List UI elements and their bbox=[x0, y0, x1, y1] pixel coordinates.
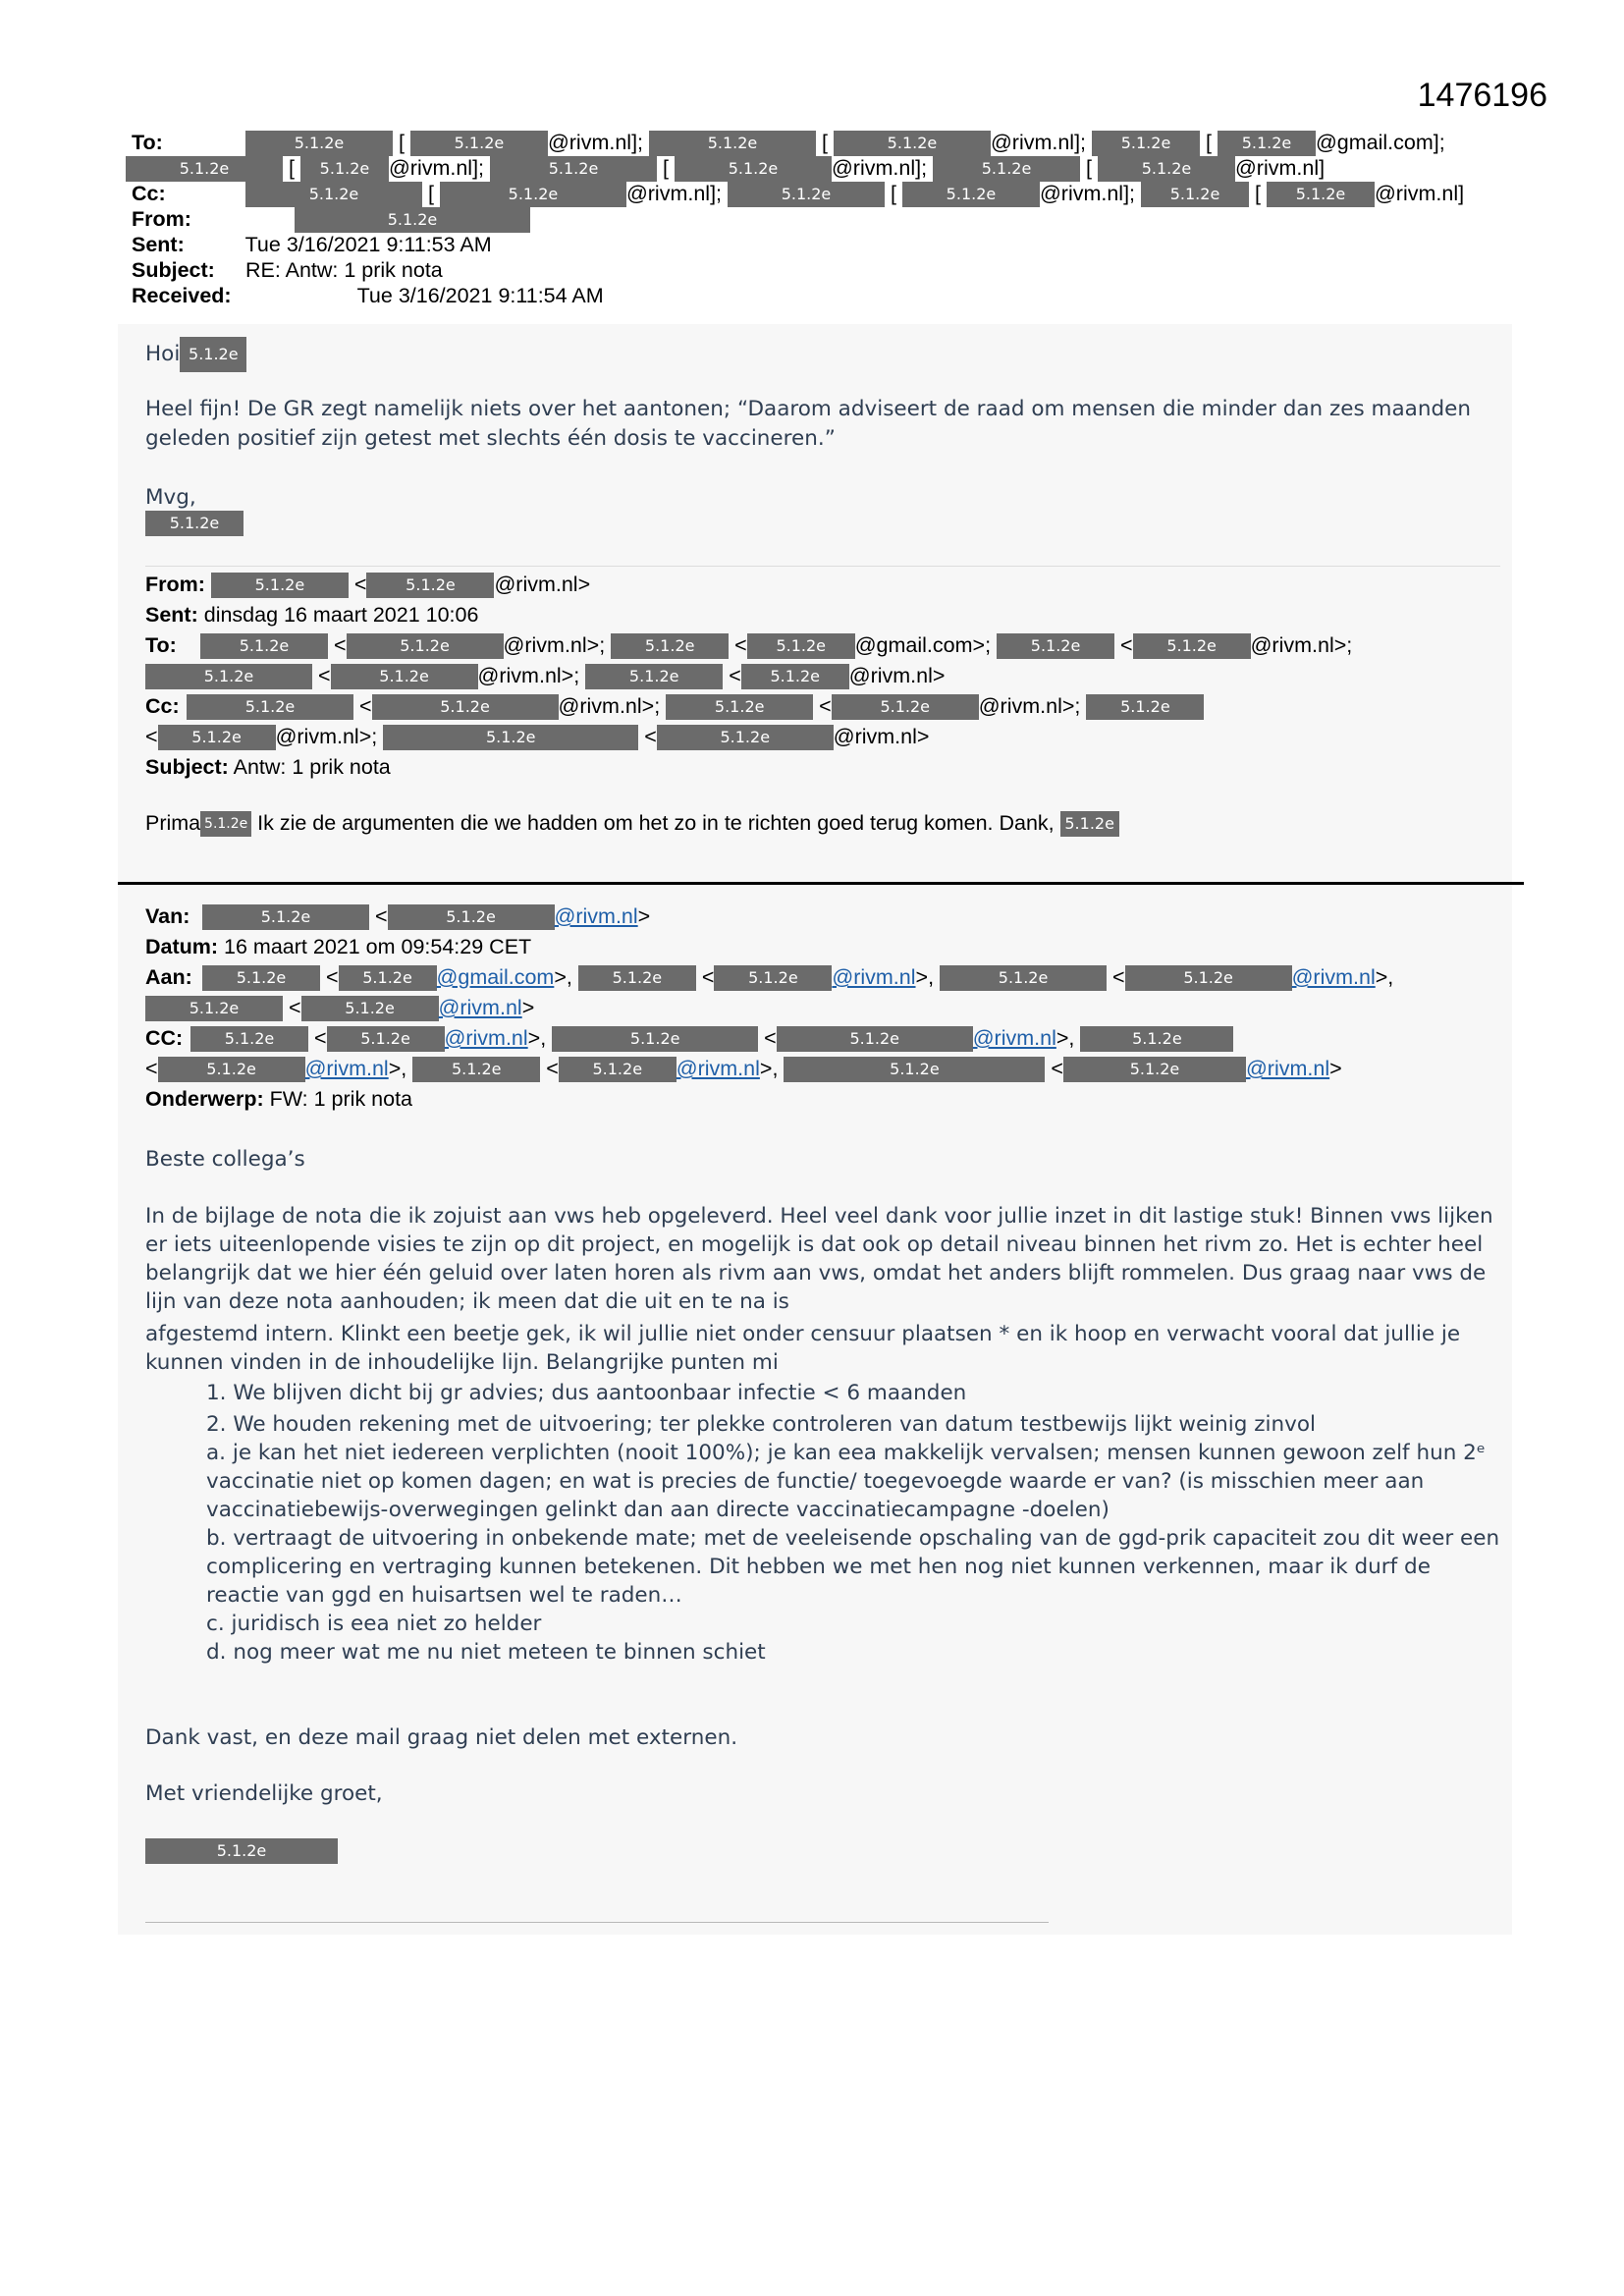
email-link[interactable]: @rivm.nl bbox=[444, 1026, 528, 1050]
angle: < bbox=[358, 694, 372, 718]
angle: >, bbox=[1375, 965, 1394, 989]
redaction: 5.1.2e bbox=[339, 965, 437, 991]
sent-row bbox=[145, 600, 1520, 630]
email-link[interactable]: @rivm.nl bbox=[438, 996, 522, 1019]
message-body bbox=[145, 1145, 1500, 1808]
angle: > bbox=[637, 904, 651, 928]
sub-item-b: b. vertraagt de uitvoering in onbekende mate; met de veeleisende opschaling van de ggd-prik capaciteit zou dit weer een complicering en vertraging kunnen betekenen. Dit hebben we met hen nog niet kunnen verkennen, maar ik durf de reactie van ggd en huisartsen wel te raden… bbox=[206, 1526, 1500, 1608]
email-domain: @rivm.nl>; bbox=[978, 694, 1081, 718]
angle: < bbox=[313, 1026, 327, 1050]
bracket: [ bbox=[398, 131, 405, 154]
separator bbox=[145, 566, 1500, 567]
redaction: 5.1.2e bbox=[295, 207, 530, 233]
email-domain: @rivm.nl>; bbox=[558, 694, 661, 718]
redaction: 5.1.2e bbox=[611, 633, 729, 659]
cc-row bbox=[132, 181, 1506, 206]
redaction: 5.1.2e bbox=[327, 1026, 445, 1052]
onderwerp-label: Onderwerp: bbox=[145, 1087, 264, 1111]
bracket: [ bbox=[821, 131, 828, 154]
sent-value: dinsdag 16 maart 2021 10:06 bbox=[203, 603, 479, 627]
redaction: 5.1.2e bbox=[1092, 131, 1200, 156]
datum-row bbox=[145, 932, 1520, 962]
email-domain: @rivm.nl]; bbox=[990, 131, 1087, 154]
angle: < bbox=[701, 965, 715, 989]
reply-text: Heel fijn! De GR zegt namelijk niets over het aantonen; “Daarom adviseert de raad om mensen die minder dan zes maanden geleden positief zijn getest met slechts één dosis te vaccineren.” bbox=[145, 397, 1471, 451]
to-row bbox=[145, 630, 1520, 661]
paragraph-1b: afgestemd intern. Klinkt een beetje gek, ik wil jullie niet onder censuur plaatsen * en ik hoop en verwacht vooral dat jullie je kunnen vinden in de inhoudelijke lijn. Belangrijke punten mi bbox=[145, 1322, 1461, 1375]
salutation: Beste collega’s bbox=[145, 1147, 305, 1172]
van-row bbox=[145, 902, 1520, 932]
cc-label: Cc: bbox=[145, 694, 180, 718]
reply-2-body bbox=[145, 811, 1119, 837]
datum-value: 16 maart 2021 om 09:54:29 CET bbox=[224, 935, 532, 958]
subject-value: Antw: 1 prik nota bbox=[233, 755, 391, 779]
reply-body bbox=[145, 332, 1500, 542]
email-domain: @rivm.nl>; bbox=[477, 664, 580, 687]
aan-label: Aan: bbox=[145, 965, 192, 989]
redaction: 5.1.2e bbox=[1218, 131, 1316, 156]
email-header-1 bbox=[132, 130, 1506, 308]
from-row bbox=[145, 570, 1520, 600]
cc-label: CC: bbox=[145, 1026, 184, 1050]
closing-1: Dank vast, en deze mail graag niet delen met externen. bbox=[145, 1725, 738, 1750]
redaction: 5.1.2e bbox=[200, 633, 328, 659]
separator-thick bbox=[118, 882, 1524, 885]
redaction: 5.1.2e bbox=[200, 811, 251, 837]
redaction: 5.1.2e bbox=[245, 182, 422, 207]
redaction: 5.1.2e bbox=[1267, 182, 1375, 207]
email-link[interactable]: @rivm.nl bbox=[304, 1057, 389, 1080]
redaction: 5.1.2e bbox=[747, 633, 855, 659]
email-domain: @rivm.nl] bbox=[1234, 156, 1326, 180]
redaction: 5.1.2e bbox=[728, 182, 885, 207]
subject-row bbox=[132, 257, 1506, 283]
redaction: 5.1.2e bbox=[180, 337, 246, 372]
redaction: 5.1.2e bbox=[187, 694, 353, 720]
redaction: 5.1.2e bbox=[202, 965, 320, 991]
bracket: [ bbox=[1255, 182, 1261, 205]
redaction: 5.1.2e bbox=[552, 1026, 758, 1052]
angle: < bbox=[546, 1057, 559, 1080]
angle: < bbox=[145, 1057, 158, 1080]
email-domain: @rivm.nl] bbox=[1374, 182, 1465, 205]
subject-value: RE: Antw: 1 prik nota bbox=[244, 258, 443, 282]
angle: >, bbox=[527, 1026, 547, 1050]
received-label: Received: bbox=[132, 284, 232, 307]
email-link[interactable]: @rivm.nl bbox=[832, 965, 916, 989]
subject-label: Subject: bbox=[132, 258, 215, 282]
sub-list bbox=[206, 1439, 1500, 1667]
redaction: 5.1.2e bbox=[1063, 1057, 1246, 1082]
redaction: 5.1.2e bbox=[300, 156, 389, 182]
subject-row bbox=[145, 752, 1520, 783]
paragraph-1a: In de bijlage de nota die ik zojuist aan vws heb opgeleverd. Heel veel dank voor jullie inzet in dit lastige stuk! Binnen vws lijken er iets uiteenlopende visies te zijn op dit project, en mogelijk is dat ook op detail niveau binnen het rivm zo. Het is echter heel belangrijk dat we hier één geluid over laten horen als rivm aan vws, omdat het anders blijft rommelen. Dus graag naar vws de lijn van deze nota aanhouden; ik meen dat die uit en te na is bbox=[145, 1204, 1493, 1314]
email-domain: @rivm.nl> bbox=[833, 725, 930, 748]
redaction: 5.1.2e bbox=[559, 1057, 677, 1082]
email-link[interactable]: @rivm.nl bbox=[1291, 965, 1376, 989]
redaction: 5.1.2e bbox=[372, 694, 559, 720]
redaction: 5.1.2e bbox=[1080, 1026, 1233, 1052]
angle: > bbox=[1329, 1057, 1342, 1080]
redaction: 5.1.2e bbox=[145, 511, 244, 536]
redaction: 5.1.2e bbox=[1125, 965, 1292, 991]
redaction: 5.1.2e bbox=[158, 1057, 305, 1082]
angle: < bbox=[729, 664, 741, 687]
document-id: 1476196 bbox=[1417, 77, 1547, 114]
onderwerp-row bbox=[145, 1084, 1520, 1115]
redaction: 5.1.2e bbox=[190, 1026, 308, 1052]
list-item: 1. We blijven dicht bij gr advies; dus aantoonbaar infectie < 6 maanden bbox=[206, 1381, 967, 1405]
sub-item-d: d. nog meer wat me nu niet meteen te binnen schiet bbox=[206, 1640, 766, 1665]
angle: < bbox=[333, 633, 347, 657]
redaction: 5.1.2e bbox=[832, 694, 979, 720]
to-row-2 bbox=[145, 661, 1520, 691]
redaction: 5.1.2e bbox=[666, 694, 813, 720]
bracket: [ bbox=[1086, 156, 1092, 180]
to-row-2 bbox=[126, 155, 1506, 181]
redaction: 5.1.2e bbox=[331, 664, 478, 689]
prima-word: Prima bbox=[145, 811, 201, 835]
redaction: 5.1.2e bbox=[933, 156, 1080, 182]
greeting: Hoi bbox=[145, 342, 181, 366]
redaction: 5.1.2e bbox=[578, 965, 696, 991]
redaction: 5.1.2e bbox=[347, 633, 504, 659]
cc-label: Cc: bbox=[132, 182, 166, 205]
email-link[interactable]: @rivm.nl bbox=[676, 1057, 760, 1080]
email-link[interactable]: @gmail.com bbox=[436, 965, 555, 989]
angle: >, bbox=[915, 965, 935, 989]
email-domain: @rivm.nl> bbox=[494, 573, 591, 596]
redaction: 5.1.2e bbox=[777, 1026, 973, 1052]
angle: < bbox=[1120, 633, 1133, 657]
greeting-line bbox=[145, 332, 1500, 377]
email-domain: @rivm.nl]; bbox=[1039, 182, 1136, 205]
redaction: 5.1.2e bbox=[1133, 633, 1251, 659]
redaction: 5.1.2e bbox=[657, 725, 834, 750]
signature bbox=[145, 1838, 338, 1864]
redaction: 5.1.2e bbox=[784, 1057, 1045, 1082]
numbered-list bbox=[206, 1379, 1500, 1439]
cc-row-2 bbox=[145, 1054, 1520, 1084]
redaction: 5.1.2e bbox=[714, 965, 832, 991]
redaction: 5.1.2e bbox=[202, 904, 369, 930]
angle: >, bbox=[388, 1057, 407, 1080]
angle: < bbox=[734, 633, 747, 657]
closing-2: Met vriendelijke groet, bbox=[145, 1781, 383, 1806]
angle: < bbox=[644, 725, 657, 748]
list-item: 2. We houden rekening met de uitvoering; ter plekke controleren van datum testbewijs lijkt weinig zinvol bbox=[206, 1412, 1316, 1437]
redaction: 5.1.2e bbox=[211, 573, 349, 598]
angle: >, bbox=[554, 965, 572, 989]
cc-row-2 bbox=[145, 722, 1520, 752]
aan-row bbox=[145, 962, 1520, 993]
from-label: From: bbox=[145, 573, 205, 596]
reply-closing: Mvg, bbox=[145, 485, 196, 510]
prima-text: Ik zie de argumenten die we hadden om het zo in te richten goed terug komen. Dank, bbox=[257, 811, 1055, 835]
redaction: 5.1.2e bbox=[997, 633, 1114, 659]
angle: < bbox=[317, 664, 331, 687]
redaction: 5.1.2e bbox=[145, 996, 283, 1021]
bracket: [ bbox=[427, 182, 434, 205]
onderwerp-value: FW: 1 prik nota bbox=[269, 1087, 413, 1111]
datum-label: Datum: bbox=[145, 935, 219, 958]
redaction: 5.1.2e bbox=[490, 156, 657, 182]
redaction: 5.1.2e bbox=[145, 664, 312, 689]
cc-row bbox=[145, 691, 1520, 722]
to-label: To: bbox=[145, 633, 177, 657]
redaction: 5.1.2e bbox=[834, 131, 991, 156]
redaction: 5.1.2e bbox=[366, 573, 494, 598]
email-domain: @rivm.nl]; bbox=[831, 156, 928, 180]
angle: < bbox=[1051, 1057, 1063, 1080]
list-item-text: We blijven dicht bij gr advies; dus aantoonbaar infectie < 6 maanden bbox=[233, 1381, 967, 1405]
aan-row-2 bbox=[145, 993, 1520, 1023]
redaction: 5.1.2e bbox=[126, 156, 283, 182]
angle: < bbox=[288, 996, 301, 1019]
redaction: 5.1.2e bbox=[383, 725, 638, 750]
redaction: 5.1.2e bbox=[1086, 694, 1204, 720]
bracket: [ bbox=[1206, 131, 1212, 154]
angle: >, bbox=[759, 1057, 779, 1080]
cc-row bbox=[145, 1023, 1520, 1054]
email-domain: @rivm.nl>; bbox=[1250, 633, 1353, 657]
email-link[interactable]: @rivm.nl bbox=[554, 904, 638, 928]
redaction: 5.1.2e bbox=[940, 965, 1107, 991]
email-header-3 bbox=[145, 902, 1520, 1115]
sent-label: Sent: bbox=[132, 233, 185, 256]
sent-value: Tue 3/16/2021 9:11:53 AM bbox=[244, 233, 492, 256]
angle: < bbox=[325, 965, 339, 989]
redaction: 5.1.2e bbox=[585, 664, 723, 689]
angle: < bbox=[1112, 965, 1125, 989]
redaction: 5.1.2e bbox=[1141, 182, 1249, 207]
angle: > bbox=[521, 996, 535, 1019]
email-domain: @rivm.nl>; bbox=[503, 633, 606, 657]
email-domain: @rivm.nl]; bbox=[625, 182, 723, 205]
received-value: Tue 3/16/2021 9:11:54 AM bbox=[356, 284, 604, 307]
angle: < bbox=[145, 725, 158, 748]
sent-label: Sent: bbox=[145, 603, 198, 627]
to-row bbox=[132, 130, 1506, 155]
bracket: [ bbox=[288, 156, 295, 180]
redaction: 5.1.2e bbox=[675, 156, 832, 182]
email-domain: @rivm.nl> bbox=[848, 664, 946, 687]
redaction: 5.1.2e bbox=[301, 996, 439, 1021]
to-label: To: bbox=[132, 131, 163, 154]
redaction: 5.1.2e bbox=[145, 1838, 338, 1864]
email-domain: @rivm.nl]; bbox=[388, 156, 485, 180]
redaction: 5.1.2e bbox=[649, 131, 816, 156]
bracket: [ bbox=[663, 156, 669, 180]
sent-row bbox=[132, 232, 1506, 257]
email-domain: @rivm.nl>; bbox=[275, 725, 378, 748]
redaction: 5.1.2e bbox=[1060, 811, 1119, 837]
email-link[interactable]: @rivm.nl bbox=[1245, 1057, 1330, 1080]
email-link[interactable]: @rivm.nl bbox=[972, 1026, 1056, 1050]
redaction: 5.1.2e bbox=[410, 131, 548, 156]
received-row bbox=[132, 283, 1506, 308]
redaction: 5.1.2e bbox=[741, 664, 849, 689]
sub-item-a: a. je kan het niet iedereen verplichten (nooit 100%); je kan eea makkelijk vervalsen; mensen kunnen gewoon zelf hun 2ᵉ vaccinatie niet op komen dagen; en wat is precies de functie/ toegevoegde waarde er van? (is misschien meer aan vaccinatiebewijs-overwegingen gelinkt dan aan directe vaccinatiecampagne -doelen) bbox=[206, 1441, 1486, 1522]
angle: < bbox=[353, 573, 367, 596]
from-row bbox=[132, 206, 1506, 232]
angle: < bbox=[819, 694, 832, 718]
email-header-2 bbox=[145, 570, 1520, 783]
angle: < bbox=[374, 904, 388, 928]
list-item-text: We houden rekening met de uitvoering; ter plekke controleren van datum testbewijs lijkt weinig zinvol bbox=[233, 1412, 1316, 1437]
footer-rule bbox=[145, 1922, 1049, 1923]
subject-label: Subject: bbox=[145, 755, 229, 779]
redaction: 5.1.2e bbox=[388, 904, 555, 930]
signature-line bbox=[145, 513, 1500, 542]
van-label: Van: bbox=[145, 904, 190, 928]
angle: >, bbox=[1056, 1026, 1075, 1050]
bracket: [ bbox=[890, 182, 896, 205]
redaction: 5.1.2e bbox=[902, 182, 1040, 207]
email-domain: @rivm.nl]; bbox=[547, 131, 644, 154]
redaction: 5.1.2e bbox=[1098, 156, 1235, 182]
redaction: 5.1.2e bbox=[412, 1057, 540, 1082]
from-label: From: bbox=[132, 207, 191, 231]
angle: < bbox=[764, 1026, 777, 1050]
email-domain: @gmail.com]; bbox=[1315, 131, 1445, 154]
redaction: 5.1.2e bbox=[440, 182, 626, 207]
sub-item-c: c. juridisch is eea niet zo helder bbox=[206, 1612, 542, 1636]
email-domain: @gmail.com>; bbox=[854, 633, 992, 657]
redaction: 5.1.2e bbox=[245, 131, 393, 156]
redaction: 5.1.2e bbox=[158, 725, 276, 750]
